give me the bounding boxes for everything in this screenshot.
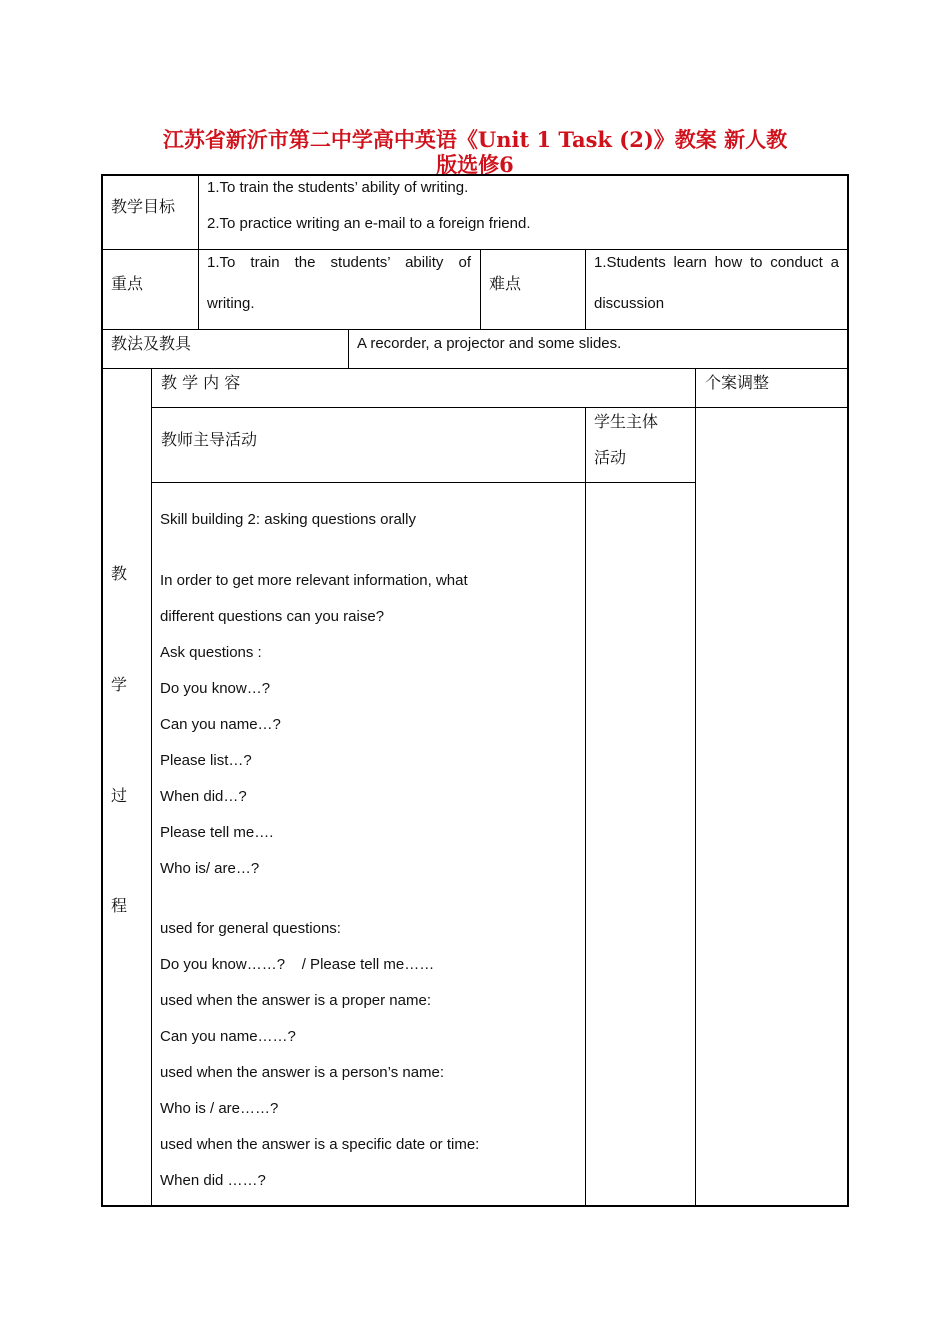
activity-line: Ask questions : (160, 644, 262, 661)
table-rule (480, 250, 481, 330)
activity-line: Please tell me…. (160, 824, 274, 841)
activity-line: Who is / are……? (160, 1100, 279, 1117)
table-rule (585, 408, 586, 1206)
activity-line: Can you name……? (160, 1028, 296, 1045)
activity-line: Do you know……? / Please tell me…… (160, 956, 435, 973)
activity-line: used when the answer is a person’s name: (160, 1064, 445, 1081)
activity-line: In order to get more relevant information, what (160, 572, 468, 589)
table-rule (151, 407, 849, 408)
table-rule (585, 250, 586, 330)
difficult-point-text: 1.Students learn how to conduct a (594, 254, 839, 271)
student-activity-header: 学生主体 (594, 412, 659, 431)
table-rule (348, 330, 349, 369)
activity-line: Can you name…? (160, 716, 281, 733)
table-rule (198, 175, 199, 330)
process-side-char: 过 (111, 786, 128, 805)
objective-item: 1.To train the students’ ability of writing. (207, 179, 469, 196)
table-rule (101, 249, 849, 250)
objective-item: 2.To practice writing an e-mail to a foreign friend. (207, 215, 531, 232)
activity-line: When did…? (160, 788, 247, 805)
activity-line: Do you know…? (160, 680, 271, 697)
activity-line: When did ……? (160, 1172, 266, 1189)
student-activity-header: 活动 (594, 448, 627, 467)
key-point-text: writing. (207, 295, 255, 312)
activity-line: Who is/ are…? (160, 860, 260, 877)
activity-line: Please list…? (160, 752, 252, 769)
activity-line: Skill building 2: asking questions orally (160, 511, 416, 528)
objectives-label: 教学目标 (111, 197, 176, 216)
process-side-char: 程 (111, 896, 128, 915)
difficult-point-text: discussion (594, 295, 665, 312)
activity-line: used for general questions: (160, 920, 341, 937)
methods-text: A recorder, a projector and some slides. (357, 335, 622, 352)
methods-label: 教法及教具 (111, 334, 192, 353)
activity-line: different questions can you raise? (160, 608, 385, 625)
key-point-text: 1.To train the students’ ability of (207, 254, 471, 271)
table-rule (151, 369, 152, 1206)
table-rule (101, 329, 849, 330)
process-side-char: 教 (111, 564, 128, 583)
document-title-line-1: 江苏省新沂市第二中学高中英语《Unit 1 Task (2)》教案 新人教 (162, 127, 788, 152)
adjustment-header: 个案调整 (705, 373, 770, 392)
document-title-line-2: 版选修6 (436, 152, 514, 177)
process-side-char: 学 (111, 675, 128, 694)
table-rule (151, 482, 696, 483)
activity-line: used when the answer is a proper name: (160, 992, 431, 1009)
table-rule (101, 368, 849, 369)
difficult-point-label: 难点 (489, 274, 522, 293)
key-point-label: 重点 (111, 274, 144, 293)
content-header: 教 学 内 容 (161, 373, 241, 392)
teacher-activity-header: 教师主导活动 (161, 430, 258, 449)
activity-line: used when the answer is a specific date or time: (160, 1136, 480, 1153)
table-rule (695, 369, 696, 1206)
